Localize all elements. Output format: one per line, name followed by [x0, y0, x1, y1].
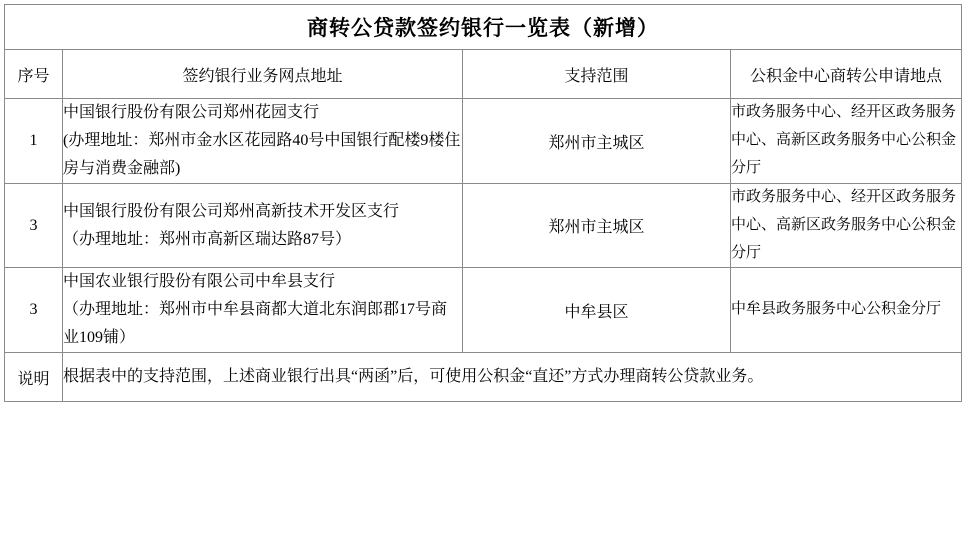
bank-office-address: （办理地址：郑州市中牟县商都大道北东润郎郡17号商业109铺） — [63, 301, 448, 347]
note-text: 根据表中的支持范围，上述商业银行出具“两函”后，可使用公积金“直还”方式办理商转公贷款业务。 — [63, 353, 962, 402]
bank-list-table — [4, 4, 962, 402]
bank-name: 中国农业银行股份有限公司中牟县支行 — [63, 273, 336, 291]
row-index: 1 — [5, 99, 63, 184]
bank-name: 中国银行股份有限公司郑州花园支行 — [63, 104, 320, 121]
document-page — [0, 4, 965, 544]
row-apply-place: 市政务服务中心、经开区政务服务中心、高新区政务服务中心公积金分厅 — [731, 184, 962, 268]
row-index: 3 — [5, 268, 63, 353]
bank-name: 中国银行股份有限公司郑州高新技术开发区支行 — [63, 202, 400, 220]
page-title: 商转公贷款签约银行一览表（新增） — [5, 5, 962, 50]
table-header-row — [5, 50, 962, 99]
column-header-bank-address: 签约银行业务网点地址 — [63, 50, 463, 99]
table-row — [5, 184, 962, 268]
row-scope: 郑州市主城区 — [463, 99, 731, 184]
bank-office-address: （办理地址：郑州市高新区瑞达路87号） — [63, 230, 352, 248]
row-bank-address — [63, 99, 463, 184]
row-scope: 中牟县区 — [463, 268, 731, 353]
row-index: 3 — [5, 184, 63, 268]
bank-office-address: (办理地址：郑州市金水区花园路40号中国银行配楼9楼住房与消费金融部) — [63, 132, 461, 177]
row-apply-place: 中牟县政务服务中心公积金分厅 — [731, 268, 962, 353]
column-header-apply-place: 公积金中心商转公申请地点 — [731, 50, 962, 99]
row-bank-address — [63, 184, 463, 268]
row-apply-place: 市政务服务中心、经开区政务服务中心、高新区政务服务中心公积金分厅 — [731, 99, 962, 184]
column-header-scope: 支持范围 — [463, 50, 731, 99]
table-row — [5, 268, 962, 353]
table-row — [5, 99, 962, 184]
column-header-index: 序号 — [5, 50, 63, 99]
note-label: 说明 — [5, 353, 63, 402]
row-bank-address — [63, 268, 463, 353]
table-title-row — [5, 5, 962, 50]
table-note-row — [5, 353, 962, 402]
row-scope: 郑州市主城区 — [463, 184, 731, 268]
